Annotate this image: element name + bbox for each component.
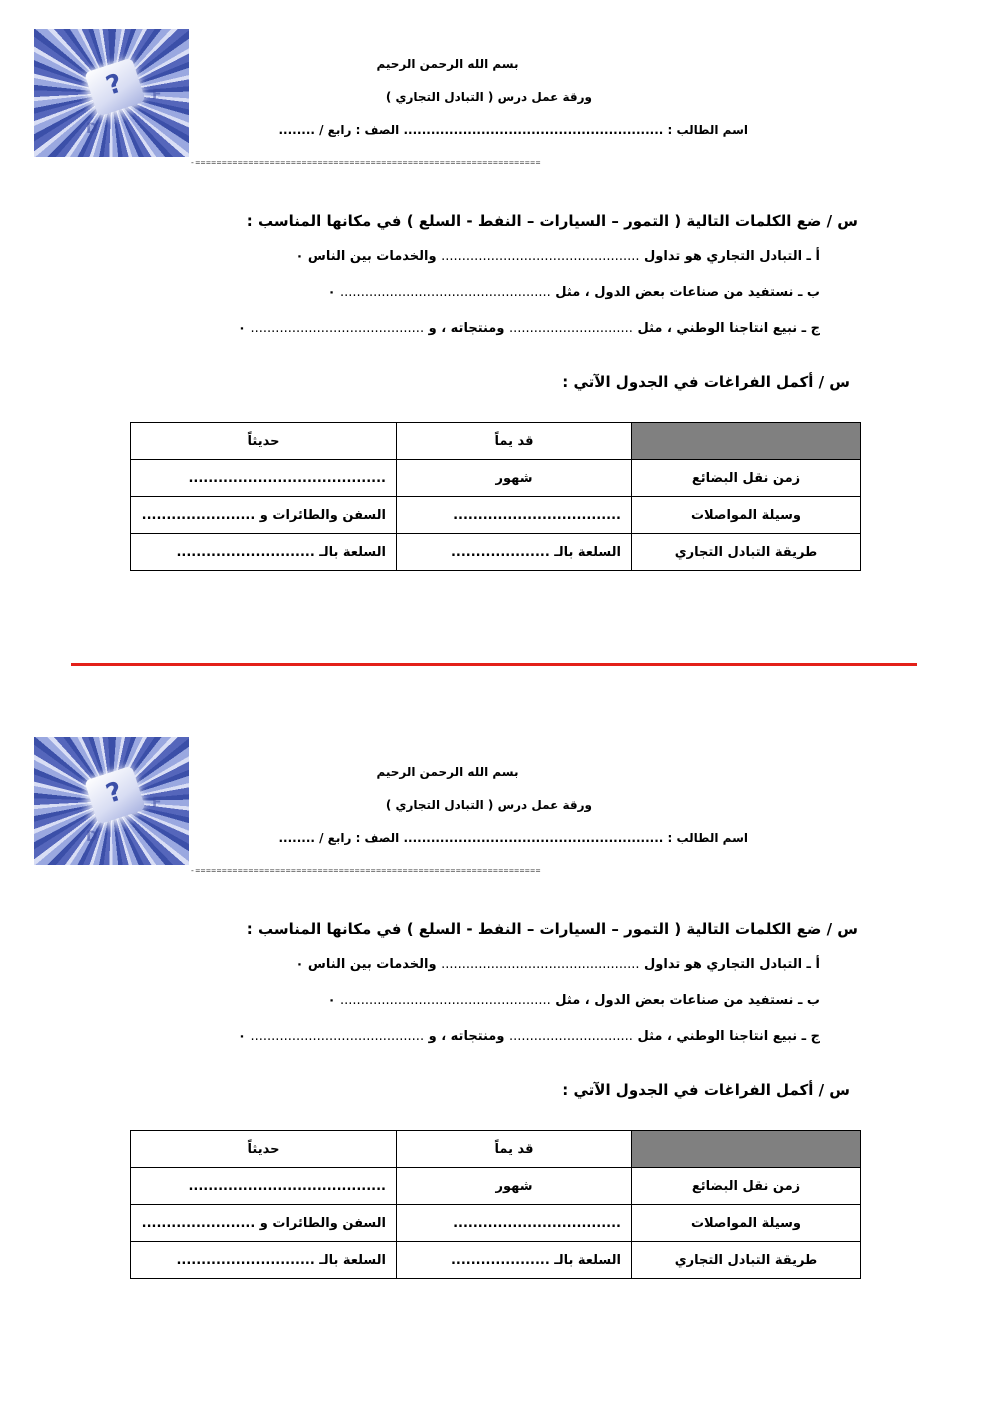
- worksheet-title: ورقة عمل درس ( التبادل التجاري ): [385, 90, 592, 104]
- logo-ghost-glyph: F: [152, 87, 162, 103]
- question-1-item-a: [200, 249, 820, 264]
- table-blank-cell[interactable]: السلعة بالـ ............................: [131, 534, 397, 571]
- table-header-cell: حديثاً: [131, 423, 397, 460]
- table-row: [131, 1168, 861, 1205]
- blank-field[interactable]: ...................................................: [340, 285, 551, 300]
- table-row: [131, 497, 861, 534]
- question-mark-icon: ?: [84, 57, 146, 116]
- header-separator: -=================================================================: [190, 866, 541, 875]
- table-blank-cell[interactable]: ........................................: [131, 460, 397, 497]
- question-mark-icon: ?: [84, 765, 146, 824]
- blank-field[interactable]: ................................................: [441, 249, 640, 264]
- item-text: أ ـ التبادل التجاري هو تداول: [639, 957, 820, 972]
- item-text: أ ـ التبادل التجاري هو تداول: [639, 249, 820, 264]
- table-header-cell: [632, 1131, 861, 1168]
- comparison-table: [130, 422, 861, 571]
- item-tail: والخدمات بين الناس ٠: [295, 957, 442, 972]
- comparison-table: [130, 1130, 861, 1279]
- logo-ghost-glyph: D: [86, 121, 98, 137]
- item-tail: ٠: [327, 993, 341, 1008]
- item-text: ب ـ نستفيد من صناعات بعض الدول ، مثل: [550, 993, 820, 1008]
- cut-divider-line: [71, 663, 917, 666]
- table-row-label: زمن نقل البضائع: [632, 1168, 861, 1205]
- question-key-logo: [34, 29, 189, 157]
- table-blank-cell[interactable]: السلعة بالـ ....................: [397, 534, 632, 571]
- table-row: [131, 1242, 861, 1279]
- question-1-item-a: [200, 957, 820, 972]
- logo-ghost-glyph: F: [152, 795, 162, 811]
- table-blank-cell[interactable]: ..................................: [397, 1205, 632, 1242]
- table-cell: شهور: [397, 1168, 632, 1205]
- question-2-prompt: س / أكمل الفراغات في الجدول الآتي :: [562, 1081, 850, 1099]
- table-row: [131, 460, 861, 497]
- question-1-prompt: س / ضع الكلمات التالية ( التمور – السيارات – النفط - السلع ) في مكانها المناسب :: [246, 212, 858, 230]
- question-1-item-b: [200, 993, 820, 1008]
- header-separator: -=================================================================: [190, 158, 541, 167]
- table-row: [131, 1205, 861, 1242]
- blank-field[interactable]: ..........................................: [250, 1029, 425, 1044]
- item-tail: ومنتجاته ، و: [424, 1029, 509, 1044]
- question-1-item-c: [100, 321, 820, 336]
- item-text: ج ـ نبيع انتاجنا الوطني ، مثل: [632, 1029, 820, 1044]
- student-info-line: اسم الطالب : ......................................................... الصف : رابع / ........: [278, 123, 748, 137]
- basmala: بسم الله الرحمن الرحيم: [376, 57, 519, 71]
- table-header-cell: قد يماً: [397, 1131, 632, 1168]
- table-row-label: طريقة التبادل التجاري: [632, 1242, 861, 1279]
- question-key-logo: [34, 737, 189, 865]
- table-blank-cell[interactable]: السلعة بالـ ....................: [397, 1242, 632, 1279]
- worksheet-title: ورقة عمل درس ( التبادل التجاري ): [385, 798, 592, 812]
- blank-field[interactable]: ..........................................: [250, 321, 425, 336]
- table-row-label: زمن نقل البضائع: [632, 460, 861, 497]
- item-tail: ٠: [238, 1029, 251, 1044]
- table-row: [131, 534, 861, 571]
- question-2-prompt: س / أكمل الفراغات في الجدول الآتي :: [562, 373, 850, 391]
- item-text: ج ـ نبيع انتاجنا الوطني ، مثل: [632, 321, 820, 336]
- student-info-line: اسم الطالب : ......................................................... الصف : رابع / ........: [278, 831, 748, 845]
- item-tail: والخدمات بين الناس ٠: [295, 249, 442, 264]
- table-header-cell: قد يماً: [397, 423, 632, 460]
- table-header-cell: [632, 423, 861, 460]
- table-blank-cell[interactable]: ..................................: [397, 497, 632, 534]
- item-text: ب ـ نستفيد من صناعات بعض الدول ، مثل: [550, 285, 820, 300]
- table-blank-cell[interactable]: السلعة بالـ ............................: [131, 1242, 397, 1279]
- blank-field[interactable]: ..............................: [508, 1029, 633, 1044]
- blank-field[interactable]: ...................................................: [340, 993, 551, 1008]
- table-cell: شهور: [397, 460, 632, 497]
- table-blank-cell[interactable]: السفن والطائرات و .......................: [131, 1205, 397, 1242]
- table-blank-cell[interactable]: السفن والطائرات و .......................: [131, 497, 397, 534]
- table-header-row: [131, 423, 861, 460]
- logo-ghost-glyph: D: [86, 829, 98, 845]
- table-row-label: وسيلة المواصلات: [632, 497, 861, 534]
- item-tail: ٠: [238, 321, 251, 336]
- table-blank-cell[interactable]: ........................................: [131, 1168, 397, 1205]
- basmala: بسم الله الرحمن الرحيم: [376, 765, 519, 779]
- blank-field[interactable]: ..............................: [508, 321, 633, 336]
- question-1-item-b: [200, 285, 820, 300]
- table-row-label: وسيلة المواصلات: [632, 1205, 861, 1242]
- table-header-row: [131, 1131, 861, 1168]
- table-row-label: طريقة التبادل التجاري: [632, 534, 861, 571]
- table-header-cell: حديثاً: [131, 1131, 397, 1168]
- blank-field[interactable]: ................................................: [441, 957, 640, 972]
- item-tail: ٠: [327, 285, 341, 300]
- question-1-item-c: [100, 1029, 820, 1044]
- item-tail: ومنتجاته ، و: [424, 321, 509, 336]
- question-1-prompt: س / ضع الكلمات التالية ( التمور – السيارات – النفط - السلع ) في مكانها المناسب :: [246, 920, 858, 938]
